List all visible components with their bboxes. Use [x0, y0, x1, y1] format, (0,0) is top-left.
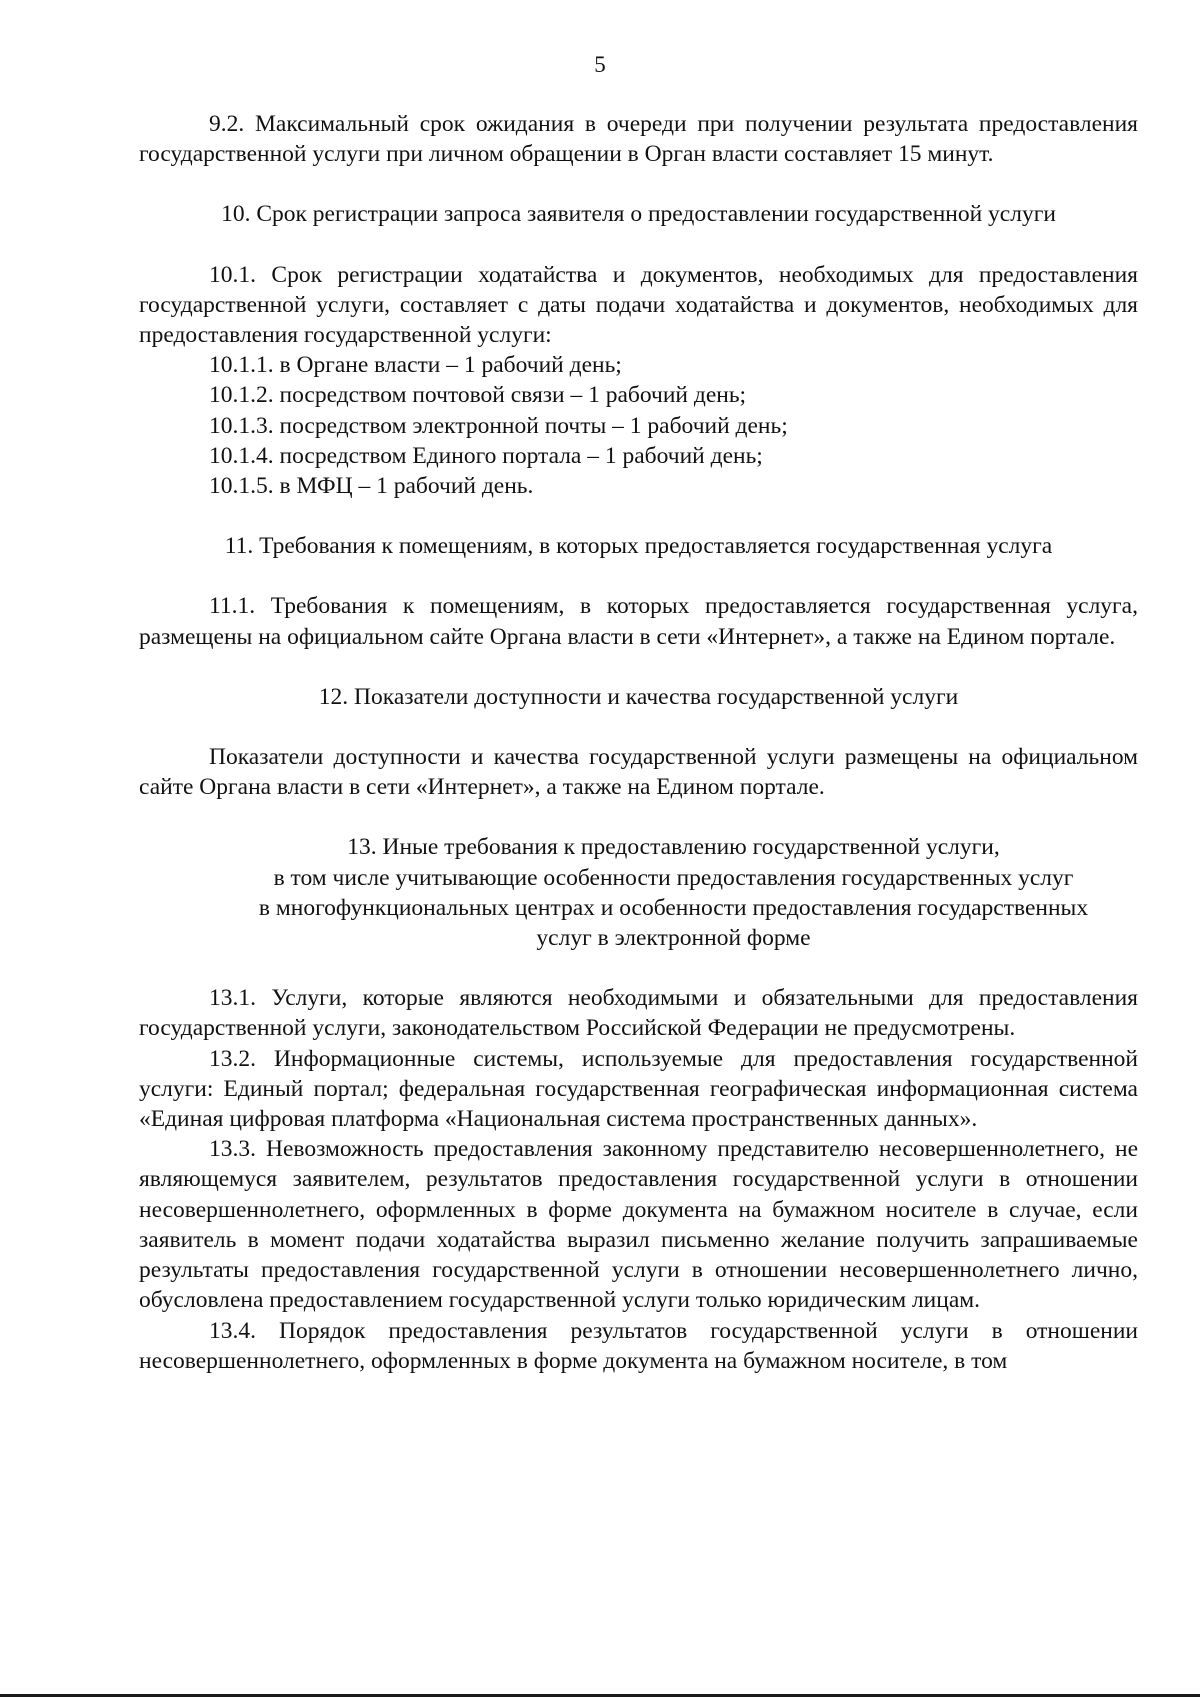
- document-body: [139, 109, 1138, 1376]
- list-item-10-1-2: 10.1.2. посредством почтовой связи – 1 рабочий день;: [209, 382, 747, 409]
- section-heading-12: 12. Показатели доступности и качества государственной услуги: [318, 683, 959, 710]
- paragraph-13-2: 13.2. Информационные системы, используемые для предоставления государственной услуги: Единый портал; федеральная государственная географическая информационная система «Единая цифровая платформа «Национальная система пространственных данных».: [139, 1045, 1138, 1133]
- spacer: [139, 561, 1138, 591]
- heading-line: в многофункциональных центрах и особенности предоставления государственных: [258, 894, 1089, 921]
- heading-line: 13. Иные требования к предоставлению государственной услуги,: [347, 834, 1000, 861]
- heading-line: в том числе учитывающие особенности предоставления государственных услуг: [273, 864, 1074, 891]
- paragraph-13-1: 13.1. Услуги, которые являются необходимыми и обязательными для предоставления государственной услуги, законодательством Российской Федерации не предусмотрены.: [139, 985, 1138, 1042]
- section-heading-11: 11. Требования к помещениям, в которых предоставляется государственная услуга: [224, 533, 1053, 560]
- paragraph-13-3: 13.3. Невозможность предоставления законному представителю несовершеннолетнего, не являющемуся заявителем, результатов предоставления государственной услуги в отношении несовершеннолетнего, оформленных в форме документа на бумажном носителе в случае, если заявитель в момент подачи ходатайства выразил письменно желание получить запрашиваемые результаты предоставления государственной услуги в отношении несовершеннолетнего лично, обусловлена предоставлением государственной услуги только юридическим лицам.: [139, 1136, 1138, 1314]
- page-number: 5: [594, 52, 606, 77]
- paragraph-9-2: 9.2. Максимальный срок ожидания в очереди при получении результата предоставления государственной услуги при личном обращении в Орган власти составляет 15 минут.: [139, 111, 1138, 168]
- list-item-10-1-1: 10.1.1. в Органе власти – 1 рабочий день;: [209, 352, 622, 379]
- spacer: [139, 953, 1138, 983]
- spacer: [139, 712, 1138, 742]
- list-item-10-1-3: 10.1.3. посредством электронной почты – 1 рабочий день;: [209, 412, 788, 439]
- paragraph-11-1: 11.1. Требования к помещениям, в которых предоставляется государственная услуга, размещены на официальном сайте Органа власти в сети «Интернет», а также на Едином портале.: [139, 593, 1138, 650]
- spacer: [139, 501, 1138, 531]
- spacer: [139, 230, 1138, 260]
- section-heading-13: [139, 832, 1138, 953]
- paragraph-10-1: 10.1. Срок регистрации ходатайства и документов, необходимых для предоставления государственной услуги, составляет с даты подачи ходатайства и документов, необходимых для предоставления государственной услуги:: [139, 261, 1138, 349]
- list-item-10-1-5: 10.1.5. в МФЦ – 1 рабочий день.: [209, 473, 534, 500]
- paragraph-13-4: 13.4. Порядок предоставления результатов государственной услуги в отношении несовершеннолетнего, оформленных в форме документа на бумажном носителе, в том: [139, 1317, 1138, 1374]
- list-item-10-1-4: 10.1.4. посредством Единого портала – 1 рабочий день;: [209, 442, 763, 469]
- section-heading-10: 10. Срок регистрации запроса заявителя о предоставлении государственной услуги: [221, 201, 1056, 228]
- spacer: [139, 652, 1138, 682]
- spacer: [139, 169, 1138, 199]
- paragraph-12: Показатели доступности и качества государственной услуги размещены на официальном сайте Органа власти в сети «Интернет», а также на Едином портале.: [139, 744, 1138, 801]
- heading-line: услуг в электронной форме: [536, 925, 811, 952]
- spacer: [139, 802, 1138, 832]
